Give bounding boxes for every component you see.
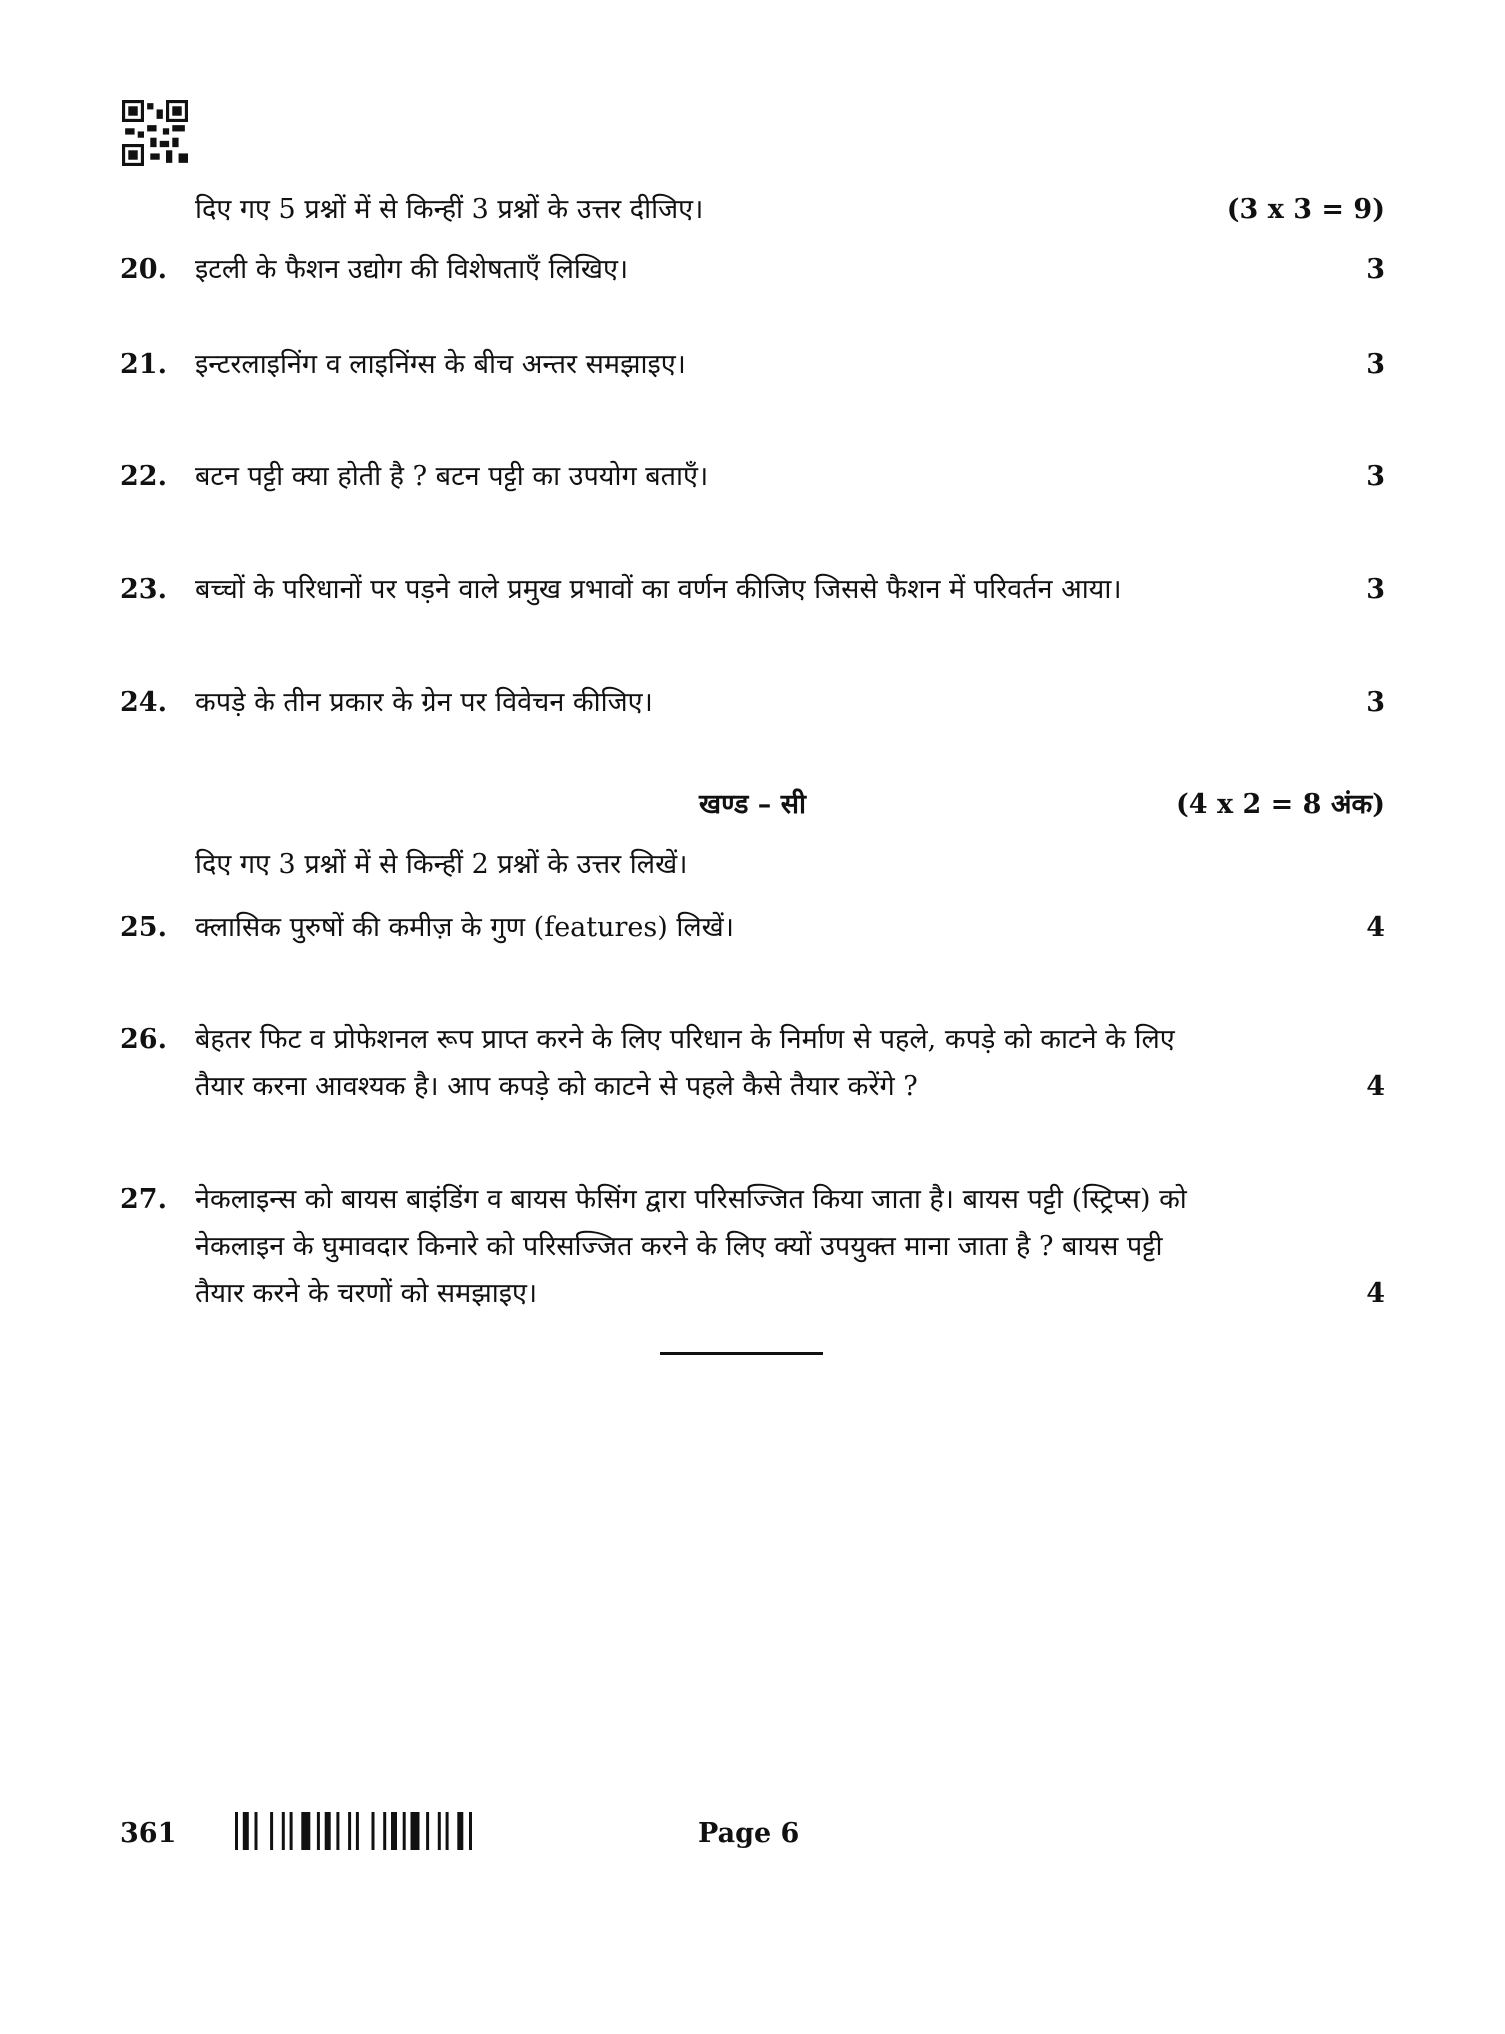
question-text: नेकलाइन्स को बायस बाइंडिंग व बायस फेसिंग द्वारा परिसज्जित किया जाता है। बायस पट्टी (स्ट्रिप्स) को xyxy=(195,1184,1187,1215)
question-row xyxy=(120,1182,1385,1218)
question-text: क्लासिक पुरुषों की कमीज़ के गुण (features) लिखें। xyxy=(195,912,734,943)
question-number: 25. xyxy=(120,912,167,943)
section-c-instruction-row xyxy=(120,847,1385,883)
question-number: 26. xyxy=(120,1024,167,1055)
qr-code-icon xyxy=(121,100,189,166)
question-number: 23. xyxy=(120,574,167,605)
question-text: नेकलाइन के घुमावदार किनारे को परिसज्जित करने के लिए क्यों उपयुक्त माना जाता है ? बायस पट्टी xyxy=(195,1231,1163,1262)
question-text: इटली के फैशन उद्योग की विशेषताएँ लिखिए। xyxy=(195,254,629,285)
section-title: खण्ड – सी xyxy=(699,789,806,820)
question-marks: 3 xyxy=(1366,349,1385,380)
question-marks: 4 xyxy=(1366,1071,1385,1102)
question-number: 20. xyxy=(120,254,167,285)
barcode-bar xyxy=(411,1812,420,1850)
barcode-bar xyxy=(336,1812,339,1850)
question-row xyxy=(120,1069,1385,1105)
barcode-bar xyxy=(290,1812,293,1850)
question-text: बटन पट्टी क्या होती है ? बटन पट्टी का उपयोग बताएँ। xyxy=(195,461,709,492)
marks-scheme: (4 x 2 = 8 अंक) xyxy=(1176,789,1385,820)
question-text: इन्टरलाइनिंग व लाइनिंग्स के बीच अन्तर समझाइए। xyxy=(195,349,686,380)
section-b-instruction-row xyxy=(120,192,1385,228)
barcode-icon xyxy=(235,1812,505,1850)
question-marks: 3 xyxy=(1366,254,1385,285)
question-marks: 4 xyxy=(1366,912,1385,943)
question-marks: 3 xyxy=(1366,687,1385,718)
instruction-text: दिए गए 3 प्रश्नों में से किन्हीं 2 प्रश्नों के उत्तर लिखें। xyxy=(195,849,688,880)
barcode-bar xyxy=(235,1812,238,1850)
question-text: तैयार करना आवश्यक है। आप कपड़े को काटने से पहले कैसे तैयार करेंगे ? xyxy=(195,1071,918,1102)
barcode-bar xyxy=(243,1812,249,1850)
question-row xyxy=(120,685,1385,721)
question-marks: 4 xyxy=(1366,1278,1385,1309)
barcode-bar xyxy=(383,1812,386,1850)
question-text: कपड़े के तीन प्रकार के ग्रेन पर विवेचन कीजिए। xyxy=(195,687,653,718)
barcode-bar xyxy=(317,1812,320,1850)
question-row xyxy=(120,1022,1385,1058)
question-marks: 3 xyxy=(1366,574,1385,605)
barcode-bar xyxy=(282,1812,285,1850)
paper-code: 361 xyxy=(120,1818,177,1849)
question-marks: 3 xyxy=(1366,461,1385,492)
barcode-bar xyxy=(348,1812,351,1850)
barcode-bar xyxy=(270,1812,273,1850)
instruction-text: दिए गए 5 प्रश्नों में से किन्हीं 3 प्रश्नों के उत्तर दीजिए। xyxy=(195,194,704,225)
barcode-bar xyxy=(446,1812,449,1850)
question-row xyxy=(120,910,1385,946)
question-text: बच्चों के परिधानों पर पड़ने वाले प्रमुख प्रभावों का वर्णन कीजिए जिससे फैशन में परिवर्तन आया। xyxy=(195,574,1122,605)
barcode-bar xyxy=(301,1812,310,1850)
barcode-bar xyxy=(469,1812,472,1850)
page-number: Page 6 xyxy=(698,1818,800,1849)
barcode-bar xyxy=(426,1812,429,1850)
barcode-bar xyxy=(391,1812,397,1850)
question-row xyxy=(120,1276,1385,1312)
barcode-bar xyxy=(255,1812,258,1850)
question-number: 21. xyxy=(120,349,167,380)
barcode-bar xyxy=(457,1812,463,1850)
question-row xyxy=(120,572,1385,608)
question-row xyxy=(120,347,1385,383)
question-row xyxy=(120,459,1385,495)
section-c-header xyxy=(120,787,1385,823)
barcode-bar xyxy=(325,1812,331,1850)
question-text: तैयार करने के चरणों को समझाइए। xyxy=(195,1278,538,1309)
question-number: 27. xyxy=(120,1184,167,1215)
question-text: बेहतर फिट व प्रोफेशनल रूप प्राप्त करने के लिए परिधान के निर्माण से पहले, कपड़े को काटने के लिए xyxy=(195,1024,1175,1055)
barcode-bar xyxy=(356,1812,359,1850)
barcode-bar xyxy=(403,1812,406,1850)
question-row xyxy=(120,252,1385,288)
marks-scheme: (3 x 3 = 9) xyxy=(1226,194,1385,225)
question-number: 24. xyxy=(120,687,167,718)
barcode-bar xyxy=(438,1812,441,1850)
end-rule xyxy=(660,1352,823,1355)
barcode-bar xyxy=(372,1812,375,1850)
question-number: 22. xyxy=(120,461,167,492)
question-row xyxy=(120,1229,1385,1265)
